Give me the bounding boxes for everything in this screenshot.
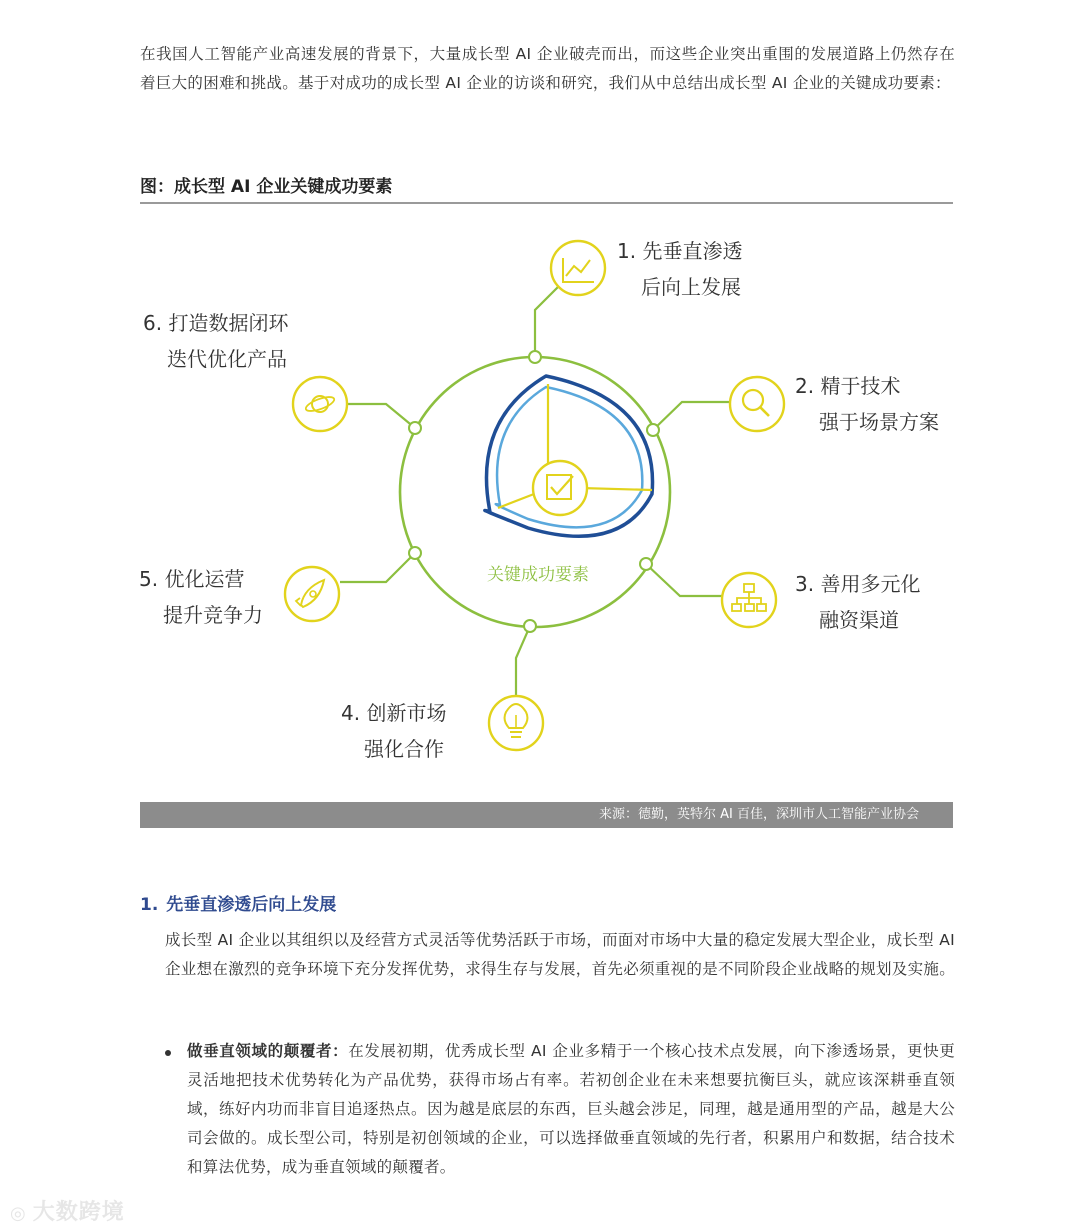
bullet-dot (165, 1050, 171, 1056)
section-title: 先垂直渗透后向上发展 (166, 895, 337, 915)
lightbulb-icon (489, 696, 543, 750)
connector-2 (653, 402, 738, 430)
factor-2-line2: 强于场景方案 (819, 410, 939, 434)
connector-4 (516, 626, 530, 698)
watermark-text: 大数跨境 (32, 1200, 125, 1225)
factor-5-line1: 5. 优化运营 (139, 567, 245, 591)
section-number: 1. (140, 895, 159, 915)
connector-5 (340, 553, 415, 582)
factor-1-line1: 1. 先垂直渗透 (617, 239, 743, 263)
section-heading (140, 890, 336, 915)
center-label: 关键成功要素 (487, 565, 589, 585)
checklist-icon (533, 461, 587, 515)
factor-3-line1: 3. 善用多元化 (795, 572, 921, 596)
intro-paragraph: 在我国人工智能产业高速发展的背景下，大量成长型 AI 企业破壳而出，而这些企业突出重围的发展道路上仍然存在着巨大的困难和挑战。基于对成功的成长型 AI 企业的访谈和研究，我们从中总结出成长型 AI 企业的关键成功要素： (140, 45, 955, 92)
magnifier-icon (730, 377, 784, 431)
bullet-text: 在发展初期，优秀成长型 AI 企业多精于一个核心技术点发展，向下渗透场景，更快更灵活地把技术优势转化为产品优势，获得市场占有率。若初创企业在未来想要抗衡巨头，就应该深耕垂直领域，练好内功而非盲目追逐热点。因为越是底层的东西，巨头越会涉足，同理，越是通用型的产品，越是大公司会做的。成长型公司，特别是初创领域的企业，可以选择做垂直领域的先行者，积累用户和数据，结合技术和算法优势，成为垂直领域的颠覆者。 (187, 1042, 955, 1176)
connector-6 (346, 404, 415, 428)
section-paragraph: 成长型 AI 企业以其组织以及经营方式灵活等优势活跃于市场，而面对市场中大量的稳定发展大型企业，成长型 AI 企业想在激烈的竞争环境下充分发挥优势，求得生存与发展，首先必须重视的是不同阶段企业战略的规划及实施。 (165, 931, 956, 978)
factor-6-line1: 6. 打造数据闭环 (143, 311, 289, 335)
factor-2-line1: 2. 精于技术 (795, 374, 901, 398)
bullet-lead: 做垂直领域的颠覆者： (187, 1042, 349, 1060)
connector-3 (646, 564, 722, 596)
figure-title: 图：成长型 AI 企业关键成功要素 (140, 177, 393, 197)
hierarchy-icon (722, 573, 776, 627)
bullet-paragraph (187, 1037, 955, 1182)
factor-4-line1: 4. 创新市场 (341, 701, 447, 725)
figure-source-bar: 来源：德勤，英特尔 AI 百佳，深圳市人工智能产业协会 (140, 802, 953, 828)
factor-3-line2: 融资渠道 (819, 608, 899, 632)
factor-1-line2: 后向上发展 (641, 275, 741, 299)
factor-4-line2: 强化合作 (364, 737, 444, 761)
factor-5-line2: 提升竞争力 (163, 603, 263, 627)
planet-icon (293, 377, 347, 431)
watermark-logo-icon: ◎ (10, 1203, 27, 1224)
watermark (10, 1195, 125, 1226)
factor-6-line2: 迭代优化产品 (167, 347, 287, 371)
rocket-icon (285, 567, 339, 621)
line-chart-icon (551, 241, 605, 295)
